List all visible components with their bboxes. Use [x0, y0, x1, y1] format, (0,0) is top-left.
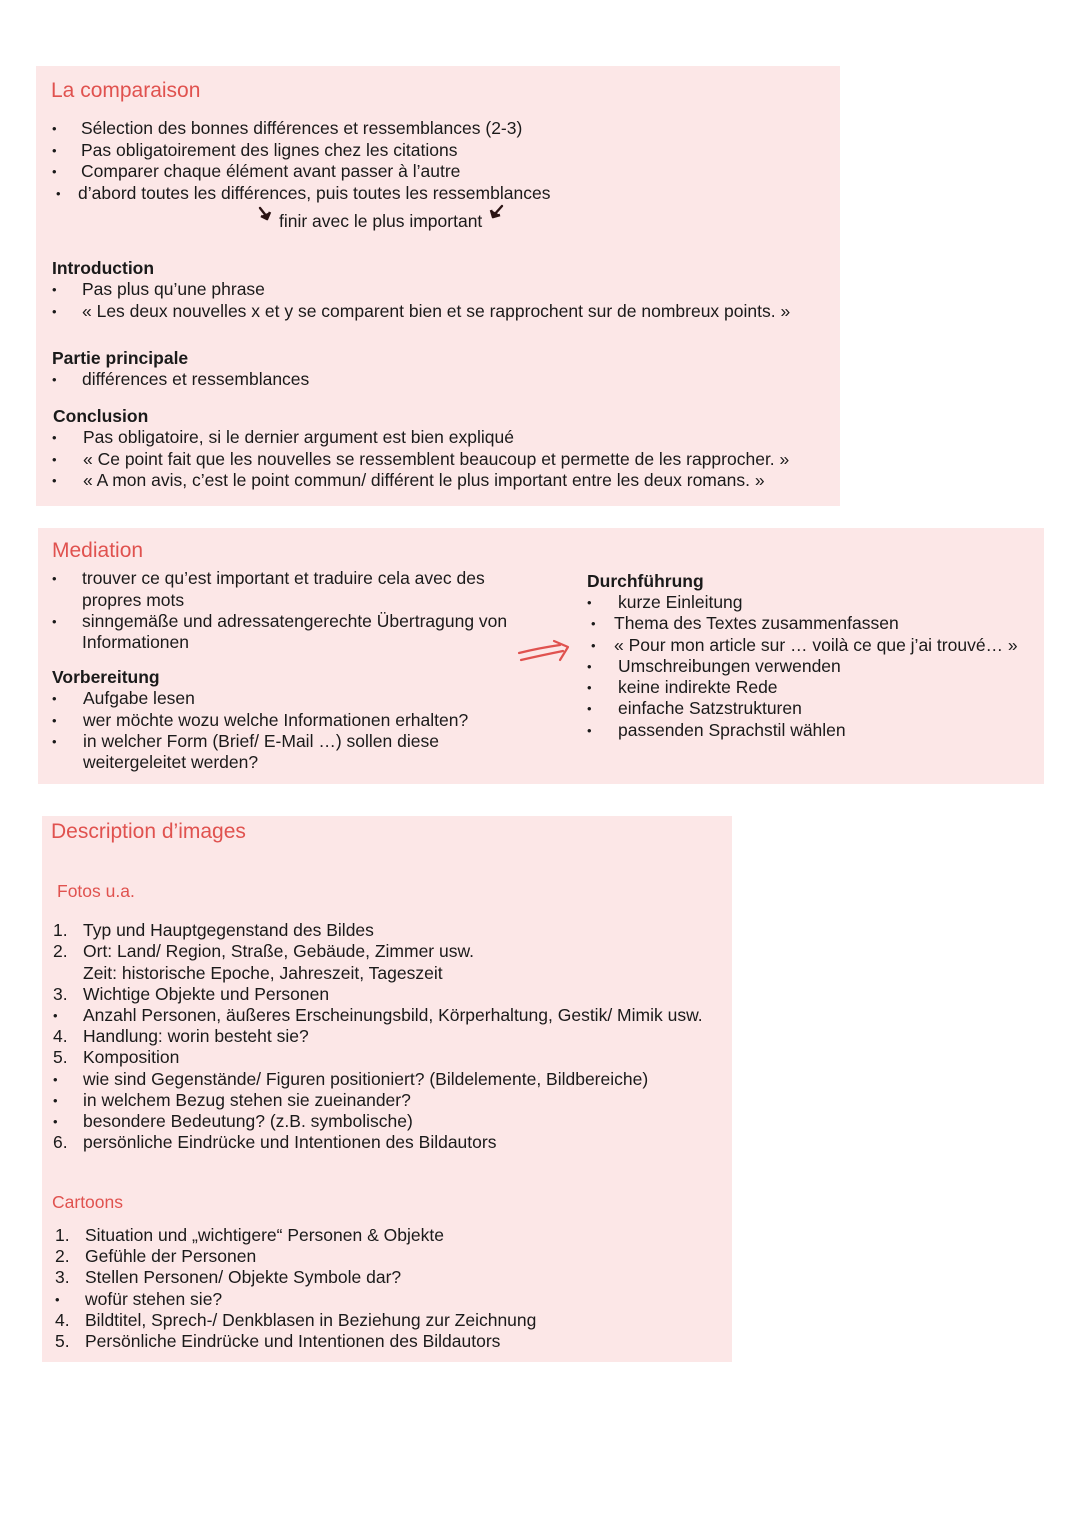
list-item: « Ce point fait que les nouvelles se ressemblent beaucoup et permette de les rapprocher. »: [83, 449, 790, 469]
list-marker: 3.: [53, 984, 68, 1004]
bullet: •: [52, 430, 57, 445]
list-item: Stellen Personen/ Objekte Symbole dar?: [85, 1267, 402, 1287]
double-arrow-right-icon: [516, 639, 572, 665]
list-item: keine indirekte Rede: [618, 677, 778, 697]
durchfuehrung-heading: Durchführung: [587, 571, 704, 591]
bullet: •: [52, 372, 57, 387]
list-marker: 1.: [55, 1225, 70, 1245]
bullet: •: [591, 616, 596, 631]
vorbereitung-heading: Vorbereitung: [52, 667, 160, 687]
bullet: •: [52, 713, 57, 728]
list-marker: 5.: [55, 1331, 70, 1351]
list-item: Sélection des bonnes différences et ressemblances (2-3): [81, 118, 523, 138]
list-marker: 2.: [53, 941, 68, 961]
list-item: Umschreibungen verwenden: [618, 656, 841, 676]
list-item: Komposition: [83, 1047, 180, 1067]
list-marker: 5.: [53, 1047, 68, 1067]
bullet: •: [591, 638, 596, 653]
list-item: Pas plus qu’une phrase: [82, 279, 265, 299]
list-item: Pas obligatoire, si le dernier argument est bien expliqué: [83, 427, 514, 447]
list-item: Zeit: historische Epoche, Jahreszeit, Tageszeit: [83, 963, 443, 983]
list-marker: •: [53, 1093, 58, 1108]
list-marker: 4.: [55, 1310, 70, 1330]
list-item-continued: Informationen: [82, 632, 190, 652]
list-item: Aufgabe lesen: [83, 688, 195, 708]
list-item: « Les deux nouvelles x et y se comparent bien et se rapprochent sur de nombreux points. »: [82, 301, 791, 321]
bullet: •: [587, 659, 592, 674]
list-item: Comparer chaque élément avant passer à l’autre: [81, 161, 461, 181]
list-item: in welcher Form (Brief/ E-Mail …) sollen diese: [83, 731, 439, 751]
mediation-title: Mediation: [52, 539, 144, 562]
list-item: Persönliche Eindrücke und Intentionen des Bildautors: [85, 1331, 501, 1351]
list-item: Bildtitel, Sprech-/ Denkblasen in Beziehung zur Zeichnung: [85, 1310, 537, 1330]
list-marker: •: [53, 1008, 58, 1023]
hand-arrow-left-icon: [257, 206, 277, 224]
hand-arrow-right-icon: [486, 204, 506, 222]
comparison-title: La comparaison: [51, 79, 201, 102]
bullet: •: [587, 680, 592, 695]
bullet: •: [587, 723, 592, 738]
list-item: « Pour mon article sur … voilà ce que j’ai trouvé… »: [614, 635, 1018, 655]
bullet: •: [52, 571, 57, 586]
introduction-heading: Introduction: [52, 258, 155, 278]
image-description-title: Description d’images: [51, 820, 246, 843]
list-item: sinngemäße und adressatengerechte Übertragung von: [82, 611, 508, 631]
list-item: Typ und Hauptgegenstand des Bildes: [83, 920, 374, 940]
list-item: différences et ressemblances: [82, 369, 310, 389]
list-marker: •: [53, 1114, 58, 1129]
list-marker: 3.: [55, 1267, 70, 1287]
list-item: Anzahl Personen, äußeres Erscheinungsbild, Körperhaltung, Gestik/ Mimik usw.: [83, 1005, 703, 1025]
list-item: passenden Sprachstil wählen: [618, 720, 846, 740]
bullet: •: [56, 186, 61, 201]
list-item: trouver ce qu’est important et traduire cela avec des: [82, 568, 485, 588]
bullet: •: [587, 701, 592, 716]
bullet: •: [52, 734, 57, 749]
list-marker: •: [55, 1292, 60, 1307]
list-item: Wichtige Objekte und Personen: [83, 984, 330, 1004]
list-item: Thema des Textes zusammenfassen: [614, 613, 899, 633]
note-finish-important: finir avec le plus important: [279, 211, 483, 231]
fotos-heading: Fotos u.a.: [57, 881, 135, 901]
cartoons-heading: Cartoons: [52, 1192, 124, 1212]
list-item: wer möchte wozu welche Informationen erhalten?: [83, 710, 469, 730]
bullet: •: [52, 282, 57, 297]
list-marker: 6.: [53, 1132, 68, 1152]
list-item: besondere Bedeutung? (z.B. symbolische): [83, 1111, 413, 1131]
list-item: « A mon avis, c’est le point commun/ différent le plus important entre les deux romans. »: [83, 470, 765, 490]
list-item-continued: propres mots: [82, 590, 185, 610]
list-marker: 1.: [53, 920, 68, 940]
list-item: Gefühle der Personen: [85, 1246, 257, 1266]
list-marker: 2.: [55, 1246, 70, 1266]
bullet: •: [52, 473, 57, 488]
list-marker: •: [53, 1072, 58, 1087]
list-item: Pas obligatoirement des lignes chez les citations: [81, 140, 458, 160]
list-item: wofür stehen sie?: [85, 1289, 223, 1309]
list-item: wie sind Gegenstände/ Figuren positioniert? (Bildelemente, Bildbereiche): [83, 1069, 649, 1089]
conclusion-heading: Conclusion: [53, 406, 149, 426]
bullet: •: [52, 304, 57, 319]
list-item: einfache Satzstrukturen: [618, 698, 802, 718]
bullet: •: [52, 452, 57, 467]
list-item: kurze Einleitung: [618, 592, 743, 612]
bullet: •: [52, 164, 57, 179]
list-item: persönliche Eindrücke und Intentionen des Bildautors: [83, 1132, 497, 1152]
bullet: •: [52, 121, 57, 136]
bullet: •: [52, 691, 57, 706]
main-part-heading: Partie principale: [52, 348, 189, 368]
bullet: •: [52, 143, 57, 158]
list-marker: 4.: [53, 1026, 68, 1046]
bullet: •: [587, 595, 592, 610]
list-item-continued: weitergeleitet werden?: [83, 752, 259, 772]
list-item: Ort: Land/ Region, Straße, Gebäude, Zimmer usw.: [83, 941, 475, 961]
list-item: in welchem Bezug stehen sie zueinander?: [83, 1090, 411, 1110]
bullet: •: [52, 614, 57, 629]
list-item: Handlung: worin besteht sie?: [83, 1026, 309, 1046]
list-item: Situation und „wichtigere“ Personen & Objekte: [85, 1225, 444, 1245]
list-item: d’abord toutes les différences, puis toutes les ressemblances: [78, 183, 551, 203]
